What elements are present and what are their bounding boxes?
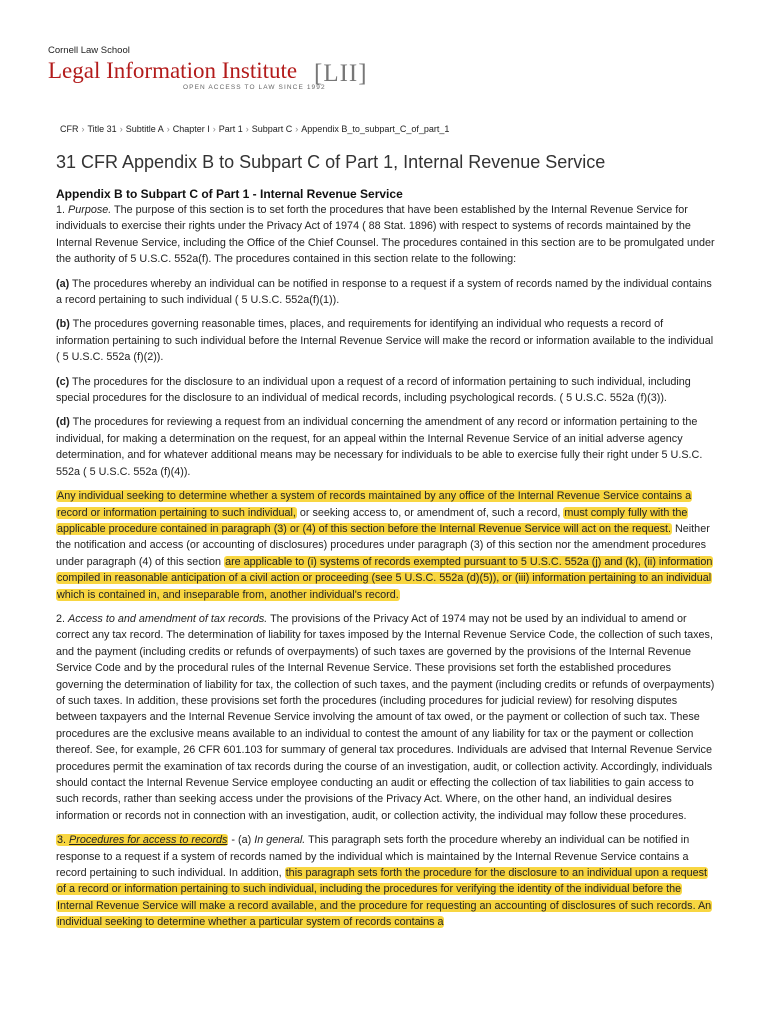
page-title: 31 CFR Appendix B to Subpart C of Part 1, Internal Revenue Service [56, 152, 606, 172]
paragraph-text: or seeking access to, or amendment of, such a record, [296, 506, 564, 519]
paragraph-text: Neither the notification and access (or accounting of disclosures) procedures under paragraph (3) of this section nor the amendment procedures under paragraph (4) of this section [56, 522, 710, 568]
paragraph-subheading: In general. [254, 834, 306, 847]
breadcrumb-subtitle-a[interactable]: Subtitle A [125, 124, 164, 134]
breadcrumb-separator: › [81, 124, 85, 134]
item-text: The procedures governing reasonable times, places, and requirements for identifying an individual who requests a record of information pertaining to such individual before the Internal Revenue Service will make the record or information available to the individual ( 5 U.S.C. 552a (f)(2)). [56, 318, 714, 364]
item-text: The procedures whereby an individual can be notified in response to a request if a system of records named by the individual contains a record pertaining to such individual ( 5 U.S.C. 552a(f)(1)). [56, 277, 712, 307]
paragraph-heading: Purpose. [68, 204, 112, 216]
brand-title: Legal Information Institute [48, 58, 298, 83]
item-label: (d) [56, 416, 70, 429]
paragraph-number: 1. [56, 204, 69, 216]
breadcrumb-separator: › [166, 124, 170, 134]
breadcrumb-separator: › [212, 124, 216, 134]
breadcrumb-part-1[interactable]: Part 1 [218, 124, 243, 134]
item-d [56, 414, 716, 480]
breadcrumb-separator: › [295, 124, 299, 134]
highlighted-text: this paragraph sets forth the procedure for the disclosure to an individual upon a request of a record or information pertaining to such individual, including the procedures for verifying the identity of the individual before the Internal Revenue Service will make a record available, and the procedure for requesting an accounting of disclosures of such records. An individual seeking to determine whether a particular system of records contains a [57, 867, 712, 929]
paragraph-number: 2. [56, 612, 69, 625]
breadcrumb [60, 124, 449, 134]
item-b [56, 316, 716, 365]
highlighted-text: are applicable to (i) systems of records exempted pursuant to 5 U.S.C. 552a (j) and (k), (ii) information compiled in reasonable anticipation of a civil action or proceeding (see 5 U.S.C. 552a (d)(5)), or (iii) information pertaining to an individual which is contained in, and inseparable from, another individual's record. [57, 555, 713, 601]
paragraph-access-procedures [56, 832, 716, 930]
breadcrumb-appendix-b[interactable]: Appendix B_to_subpart_C_of_part_1 [301, 124, 450, 134]
item-text: The procedures for reviewing a request from an individual concerning the amendment of any record or information pertaining to the individual, for making a determination on the request, for an appeal within the Internal Revenue Service of an initial adverse agency determination, and for whatever additional means may be necessary for individuals to be able to exercise fully their right under 5 U.S.C. 552a ( 5 U.S.C. 552a (f)(4)). [56, 416, 703, 478]
paragraph-text: The purpose of this section is to set forth the procedures that have been established by the Internal Revenue Service for individuals to exercise their rights under the Privacy Act of 1974 ( 88 Stat. 1896) with respect to systems of records maintained by the Internal Revenue Service, including the Office of the Chief Counsel. The procedures contained in this section are to be promulgated under the authority of 5 U.S.C. 552a(f). The procedures contained in this section relate to the following: [56, 204, 715, 266]
section-title: Appendix B to Subpart C of Part 1 - Internal Revenue Service [56, 187, 403, 201]
school-name: Cornell Law School [48, 45, 130, 56]
breadcrumb-separator: › [245, 124, 249, 134]
item-label: (a) [56, 277, 70, 290]
item-label: (c) [56, 375, 70, 388]
breadcrumb-title-31[interactable]: Title 31 [87, 124, 117, 134]
paragraph-heading: Procedures for access to records [69, 834, 228, 847]
breadcrumb-separator: › [119, 124, 123, 134]
breadcrumb-subpart-c[interactable]: Subpart C [251, 124, 293, 134]
paragraph-text: The provisions of the Privacy Act of 1974 may not be used by an individual to amend or correct any tax record. The determination of liability for taxes imposed by the Internal Revenue Service Code, the collection of such taxes, and the payment (including credits or refunds of overpayments) of such taxes are governed by the provisions of the Internal Revenue Service Code and by the procedural rules of the Internal Revenue Service. These provisions set forth the established procedures governing the determination of liability for tax, the collection of such taxes, and the payment (including credits or refunds of overpayments) of such taxes. In addition, these provisions set forth the procedures (including procedures for judicial review) for resolving disputes between taxpayers and the Internal Revenue Service involving the amount of tax owed, or the payment or collection of such tax. These procedures are the exclusive means available to an individual to contest the amount of any liability for tax or the payment or collection thereof. See, for example, 26 CFR 601.103 for summary of general tax procedures. Individuals are advised that Internal Revenue Service procedures permit the examination of tax records during the course of an investigation, audit, or collection activity. Accordingly, individuals should contact the Internal Revenue Service employee conducting an audit or effecting the collection of tax liabilities to gain access to such records, rather than seeking access under the provisions of the Privacy Act. Where, on the other hand, an individual desires information or records not in connection with an investigation, audit, or collection activity, the individual may follow these procedures. [56, 612, 715, 822]
item-label: (b) [56, 318, 70, 331]
highlighted-text: Any individual seeking to determine whether a system of records maintained by any office of the Internal Revenue Service contains a record or information pertaining to such individual, [57, 490, 692, 519]
breadcrumb-cfr[interactable]: CFR [60, 124, 79, 134]
item-text: The procedures for the disclosure to an individual upon a request of a record of information pertaining to such individual, including special procedures for the disclosure to an individual of medical records, including psychological records. ( 5 U.S.C. 552a (f)(3)). [56, 375, 691, 405]
paragraph-text: This paragraph sets forth the procedure whereby an individual can be notified in response to a request if a system of records named by the individual which is maintained by the Internal Revenue Service contains a record pertaining to such individual. In addition, [56, 834, 690, 880]
paragraph-applicability [56, 488, 716, 603]
paragraph-heading: Access to and amendment of tax records. [68, 612, 268, 625]
breadcrumb-chapter-i[interactable]: Chapter I [172, 124, 210, 134]
paragraph-dash: - (a) [228, 834, 255, 847]
paragraph-number: 3. [57, 834, 70, 847]
brand-mark: [LII] [314, 60, 368, 87]
brand-tagline: OPEN ACCESS TO LAW SINCE 1992 [183, 84, 326, 91]
main-content [56, 152, 716, 939]
item-a [56, 276, 716, 309]
highlighted-text [56, 834, 228, 846]
paragraph-purpose [56, 202, 716, 268]
item-c [56, 374, 716, 407]
highlighted-text: must comply fully with the applicable procedure contained in paragraph (3) or (4) of this section before the Internal Revenue Service will act on the request. [57, 506, 688, 535]
site-logo[interactable] [48, 58, 378, 98]
paragraph-tax-records [56, 611, 716, 824]
